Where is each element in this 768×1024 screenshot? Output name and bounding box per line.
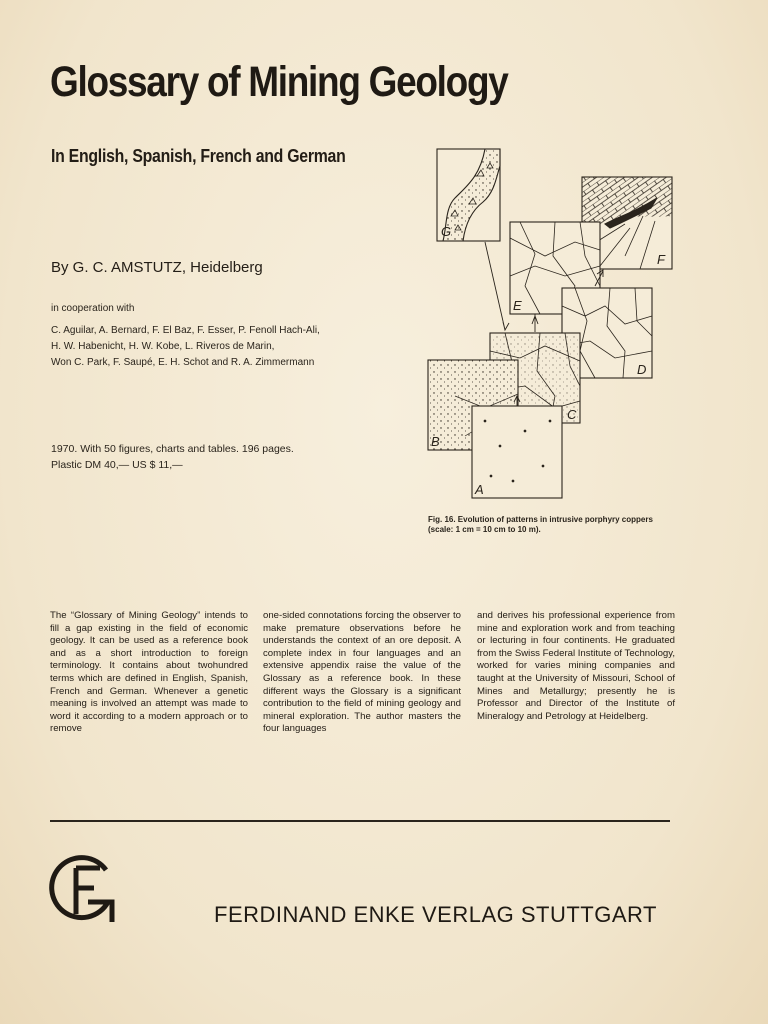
document-title: Glossary of Mining Geology [50,58,508,106]
figure-label-d: D [637,362,647,377]
figure-caption [428,515,653,535]
figure-label-b: B [431,434,440,449]
figure-caption-line: Fig. 16. Evolution of patterns in intrusive porphyry coppers [428,515,653,524]
figure-caption-line: (scale: 1 cm = 10 cm to 10 m). [428,525,541,534]
body-column-1: The “Glossary of Mining Geology” intends to fill a gap existing in the field of economic geology. It can be used as a reference book and as a short introduction to foreign terminology. It contains about twohundred terms which are defined in English, Spanish, French and German. Whenever a genetic meaning is involved an attempt was made to word it according to a modern approach or to remove [50,610,248,735]
figure-label-f: F [657,252,665,267]
figure-label-c: C [567,407,577,422]
figure-label-e: E [513,298,522,313]
cooperation-line: H. W. Habenicht, H. W. Kobe, L. Riveros de Marin, [51,341,275,352]
cooperation-list [51,323,320,371]
cooperation-line: C. Aguilar, A. Bernard, F. El Baz, F. Esser, P. Fenoll Hach-Ali, [51,325,320,336]
publication-price: Plastic DM 40,— US $ 11,— [51,459,183,471]
body-column-3: and derives his professional experience from mine and exploration work and from teaching or lecturing in four continents. He graduated from the Swiss Federal Institute of Technology, worked for varies mining companies and taught at the University of Missouri, School of Mines and Metallurgy; presently he is Professor and Director of the Institute of Mineralogy and Petrology at Heidelberg. [477,610,676,722]
figure-label-a: A [475,482,484,497]
publication-info [51,441,294,473]
body-column-2: one-sided connotations forcing the observer to make premature observations before he understands the context of an ore deposit. A complete index in four languages and an extensive appendix raise the value of the Glossary as a reference book. In these different ways the Glossary is a significant contribution to the field of mining geology and mineral exploration. The author masters the four languages [263,610,461,735]
footer-rule [50,820,670,822]
document-subtitle: In English, Spanish, French and German [51,146,346,166]
publication-details: 1970. With 50 figures, charts and tables. 196 pages. [51,443,294,455]
porphyry-pattern-figure [425,146,685,508]
publisher-name: FERDINAND ENKE VERLAG STUTTGART [214,902,657,927]
enke-fe-monogram-icon [48,854,118,926]
author-line: By G. C. AMSTUTZ, Heidelberg [51,259,263,276]
cooperation-line: Won C. Park, F. Saupé, E. H. Schot and R. A. Zimmermann [51,357,315,368]
figure-label-g: G [441,224,452,239]
cooperation-label: in cooperation with [51,303,135,314]
